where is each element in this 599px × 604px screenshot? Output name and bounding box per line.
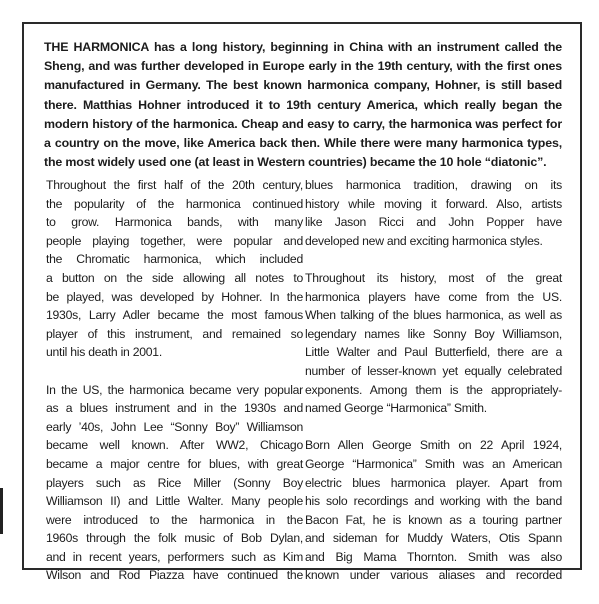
text-line: until his death in 2001. <box>46 345 162 360</box>
text-line: the Chromatic harmonica, which included <box>46 252 303 267</box>
left-column <box>46 176 303 604</box>
intro-lead: THE HARMONICA <box>44 40 149 54</box>
intro-line: modern history of the harmonica. Cheap and easy to carry, the harmonica was perfect for <box>44 116 562 131</box>
intro-line: the most widely used one (at least in Western countries) became the 10 hole “diatonic”. <box>44 155 547 170</box>
text-line: electric blues harmonica player. Apart from <box>305 475 562 490</box>
text-line: became well known. After WW2, Chicago <box>46 438 303 453</box>
text-line: 1930s, Larry Adler became the most famous <box>46 308 303 323</box>
text-line: legendary names like Sonny Boy Williamson, <box>305 326 562 341</box>
text-line: the popularity of the harmonica continued <box>46 196 303 211</box>
text-line: his solo recordings and working with the band <box>305 494 562 509</box>
intro-paragraph <box>44 38 562 172</box>
left-paragraph-1 <box>46 176 303 362</box>
text-line: people playing together, were popular and <box>46 233 303 248</box>
right-column <box>305 176 562 604</box>
text-line: Born Allen George Smith on 22 April 1924, <box>305 438 562 453</box>
text-line: Wilson and Rod Piazza have continued the <box>46 568 303 583</box>
right-paragraph-1 <box>305 176 562 250</box>
text-line: history while moving it forward. Also, artists <box>305 196 562 211</box>
text-line: to grow. Harmonica bands, with many <box>46 215 303 230</box>
right-paragraph-2 <box>305 269 562 418</box>
text-line: Throughout the first half of the 20th century, <box>46 178 303 192</box>
text-line: exponents. Among them is the appropriately- <box>305 382 562 397</box>
left-paragraph-2 <box>46 381 303 586</box>
text-line: and sideman for Muddy Waters, Otis Spann <box>305 531 562 546</box>
text-line: as a blues instrument and in the 1930s and <box>46 401 303 416</box>
intro-line: Sheng, and was further developed in Europe early in the 19th century, with the first ones <box>44 59 562 74</box>
intro-line: there. Matthias Hohner introduced it to 19th century America, which really began the <box>44 97 562 112</box>
right-paragraph-3 <box>305 436 562 585</box>
text-line: Bacon Fat, he is known as a touring partner <box>305 512 562 527</box>
text-line: named George “Harmonica” Smith. <box>305 401 487 416</box>
text-line: were introduced to the harmonica in the <box>46 512 303 527</box>
text-line: number of lesser-known yet equally celebrated <box>305 363 562 378</box>
text-line: and Big Mama Thornton. Smith was also <box>305 549 562 564</box>
text-line: Little Walter and Paul Butterfield, there are a <box>305 345 562 360</box>
text-line: harmonica players have come from the US. <box>305 289 562 304</box>
text-line: blues harmonica tradition, drawing on its <box>305 178 562 192</box>
text-line: In the US, the harmonica became very popular <box>46 382 303 397</box>
text-line: known under various aliases and recorded <box>305 568 562 583</box>
text-line: a button on the side allowing all notes to <box>46 270 303 285</box>
text-line: and in recent years, performers such as Kim <box>46 549 303 564</box>
intro-line: a country on the move, like America back then. While there were many harmonica types, <box>44 136 562 151</box>
text-line: became a major centre for blues, with great <box>46 456 303 471</box>
intro-line: manufactured in Germany. The best known harmonica company, Hohner, is still based <box>44 78 562 93</box>
text-line: 1960s through the folk music of Bob Dylan, <box>46 531 303 546</box>
text-line: Throughout its history, most of the great <box>305 270 562 285</box>
intro-line: THE HARMONICA has a long history, beginning in China with an instrument called the <box>44 40 562 54</box>
text-line: like Jason Ricci and John Popper have <box>305 215 562 230</box>
text-line: Williamson II) and Little Walter. Many people <box>46 494 303 509</box>
text-line: George “Harmonica” Smith was an American <box>305 456 562 471</box>
text-line: players such as Rice Miller (Sonny Boy <box>46 475 303 490</box>
text-line: early ’40s, John Lee “Sonny Boy” Williamson <box>46 419 303 434</box>
binding-edge-mark <box>0 488 3 534</box>
text-line: be played, was developed by Hohner. In the <box>46 289 303 304</box>
text-line: When talking of the blues harmonica, as well as <box>305 308 562 323</box>
text-line: player of this instrument, and remained so <box>46 326 303 341</box>
text-line: developed new and exciting harmonica styles. <box>305 233 543 248</box>
